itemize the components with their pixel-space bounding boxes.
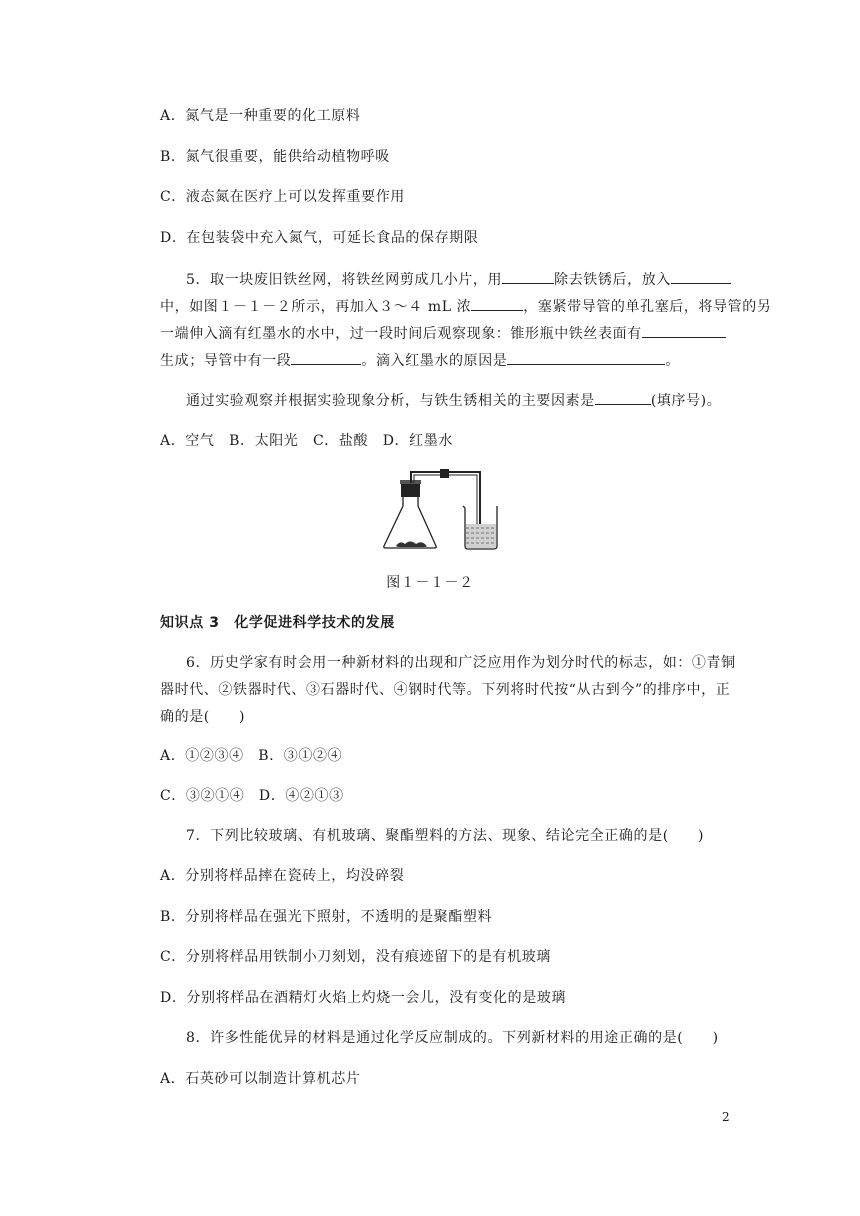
- q4-option-d: D．在包装袋中充入氮气，可延长食品的保存期限: [160, 230, 479, 246]
- flask-icon: [384, 480, 437, 548]
- q6-options-cd: C．③②①④ D．④②①③: [160, 788, 344, 804]
- answer-blank: [471, 296, 523, 311]
- q4-option-a: A．氮气是一种重要的化工原料: [160, 108, 361, 124]
- q5-text: 生成；导管中有一段: [160, 353, 292, 369]
- answer-blank: [507, 350, 665, 365]
- q5-text: 。: [665, 353, 681, 369]
- answer-blank: [595, 390, 651, 405]
- q5-text: 通过实验观察并根据实验现象分析，与铁生锈相关的主要因素是: [186, 393, 595, 409]
- q5-text: 除去铁锈后，放入: [554, 272, 671, 288]
- q4-option-c: C．液态氮在医疗上可以发挥重要作用: [160, 189, 405, 205]
- q5-options: A．空气 B．太阳光 C．盐酸 D．红墨水: [160, 433, 453, 449]
- q7-option-a: A．分别将样品摔在瓷砖上，均没碎裂: [160, 868, 405, 884]
- q7-option-d: D．分别将样品在酒精灯火焰上灼烧一会儿，没有变化的是玻璃: [160, 990, 567, 1006]
- q5-text: ，塞紧带导管的单孔塞后，将导管的另: [523, 299, 772, 315]
- q6-line-1: 6．历史学家有时会用一种新材料的出现和广泛应用作为划分时代的标志，如：①青铜: [186, 655, 736, 671]
- q6-line-3: 确的是( ): [160, 709, 246, 725]
- q8-option-a: A．石英砂可以制造计算机芯片: [160, 1071, 361, 1087]
- section-heading: 知识点 3 化学促进科学技术的发展: [160, 615, 395, 631]
- q5-text: 。滴入红墨水的原因是: [361, 353, 508, 369]
- figure-caption: 图１－１－２: [386, 575, 474, 591]
- q7-stem: 7．下列比较玻璃、有机玻璃、聚酯塑料的方法、现象、结论完全正确的是( ): [186, 828, 705, 844]
- q5-text: (填序号)。: [650, 393, 722, 409]
- q4-option-b: B．氮气很重要，能供给动植物呼吸: [160, 149, 390, 165]
- q5-text: 中，如图１－１－２所示，再加入３～４ mL 浓: [160, 299, 472, 315]
- answer-blank: [502, 269, 554, 284]
- q6-options-ab: A．①②③④ B．③①②④: [160, 748, 343, 764]
- q5-line-2: [160, 296, 771, 317]
- answer-blank: [642, 323, 726, 338]
- q5-line-1: [186, 269, 731, 290]
- experiment-figure: [380, 466, 500, 554]
- q7-option-b: B．分别将样品在强光下照射，不透明的是聚酯塑料: [160, 909, 493, 925]
- q6-line-2: 器时代、②铁器时代、③石器时代、④钢时代等。下列将时代按“从古到今”的排序中，正: [160, 682, 731, 698]
- q5-text: 5．取一块废旧铁丝网，将铁丝网剪成几小片，用: [186, 272, 503, 288]
- answer-blank: [291, 350, 361, 365]
- page-number: 2: [722, 1110, 730, 1124]
- q7-option-c: C．分别将样品用铁制小刀刻划，没有痕迹留下的是有机玻璃: [160, 949, 551, 965]
- q5-follow-up: [186, 390, 721, 411]
- answer-blank: [671, 269, 731, 284]
- q5-text: 一端伸入滴有红墨水的水中，过一段时间后观察现象：锥形瓶中铁丝表面有: [160, 326, 642, 342]
- q5-line-3: [160, 323, 726, 344]
- delivery-tube-icon: [411, 469, 480, 526]
- q5-line-4: [160, 350, 680, 371]
- q8-stem: 8．许多性能优异的材料是通过化学反应制成的。下列新材料的用途正确的是( ): [186, 1030, 719, 1046]
